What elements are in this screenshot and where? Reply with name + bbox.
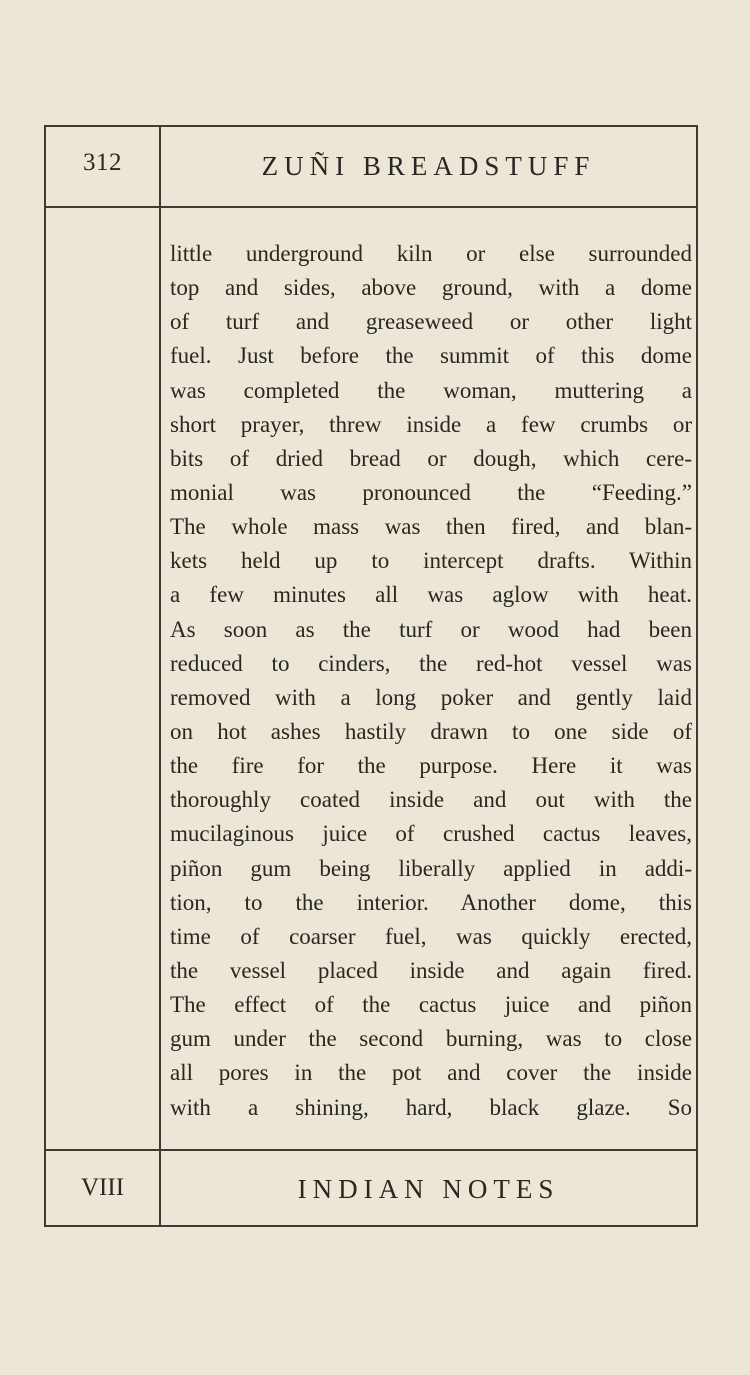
text-line: fuel. Just before the summit of this dome	[170, 343, 692, 369]
volume-number: VIII	[80, 1174, 125, 1201]
running-head: ZUÑI BREADSTUFF	[261, 151, 596, 181]
header-rule	[46, 206, 696, 208]
text-line: As soon as the turf or wood had been	[170, 616, 692, 642]
text-line: thoroughly coated inside and out with the	[170, 787, 692, 813]
text-line: a few minutes all was aglow with heat.	[170, 582, 692, 608]
page-frame	[44, 125, 698, 1227]
text-line: short prayer, threw inside a few crumbs or	[170, 411, 692, 437]
body-text	[170, 237, 692, 1125]
text-line: with a shining, hard, black glaze. So	[170, 1094, 692, 1120]
running-foot: INDIAN NOTES	[297, 1174, 560, 1204]
text-line: kets held up to intercept drafts. Within	[170, 548, 692, 574]
text-line: The whole mass was then fired, and blan-	[170, 514, 692, 540]
footer-rule	[46, 1149, 696, 1151]
text-line: removed with a long poker and gently laid	[170, 684, 692, 710]
text-line: little underground kiln or else surrounded	[170, 241, 692, 266]
text-line: reduced to cinders, the red-hot vessel was	[170, 650, 692, 676]
text-line: piñon gum being liberally applied in addi-	[170, 855, 692, 881]
text-line: time of coarser fuel, was quickly erected,	[170, 923, 692, 949]
text-line: The effect of the cactus juice and piñon	[170, 992, 692, 1018]
text-line: of turf and greaseweed or other light	[170, 309, 692, 335]
text-line: the fire for the purpose. Here it was	[170, 753, 692, 779]
text-line: tion, to the interior. Another dome, this	[170, 889, 692, 915]
text-line: top and sides, above ground, with a dome	[170, 275, 692, 301]
text-line: monial was pronounced the “Feeding.”	[170, 479, 692, 505]
text-line: gum under the second burning, was to close	[170, 1026, 692, 1052]
margin-rule	[159, 127, 161, 1225]
text-line: mucilaginous juice of crushed cactus leaves,	[170, 821, 692, 847]
text-line: the vessel placed inside and again fired.	[170, 957, 692, 983]
text-line: was completed the woman, muttering a	[170, 377, 692, 403]
page-number: 312	[83, 149, 122, 176]
text-line: all pores in the pot and cover the inside	[170, 1060, 692, 1086]
text-line: on hot ashes hastily drawn to one side of	[170, 718, 692, 744]
text-line: bits of dried bread or dough, which cere-	[170, 445, 692, 471]
